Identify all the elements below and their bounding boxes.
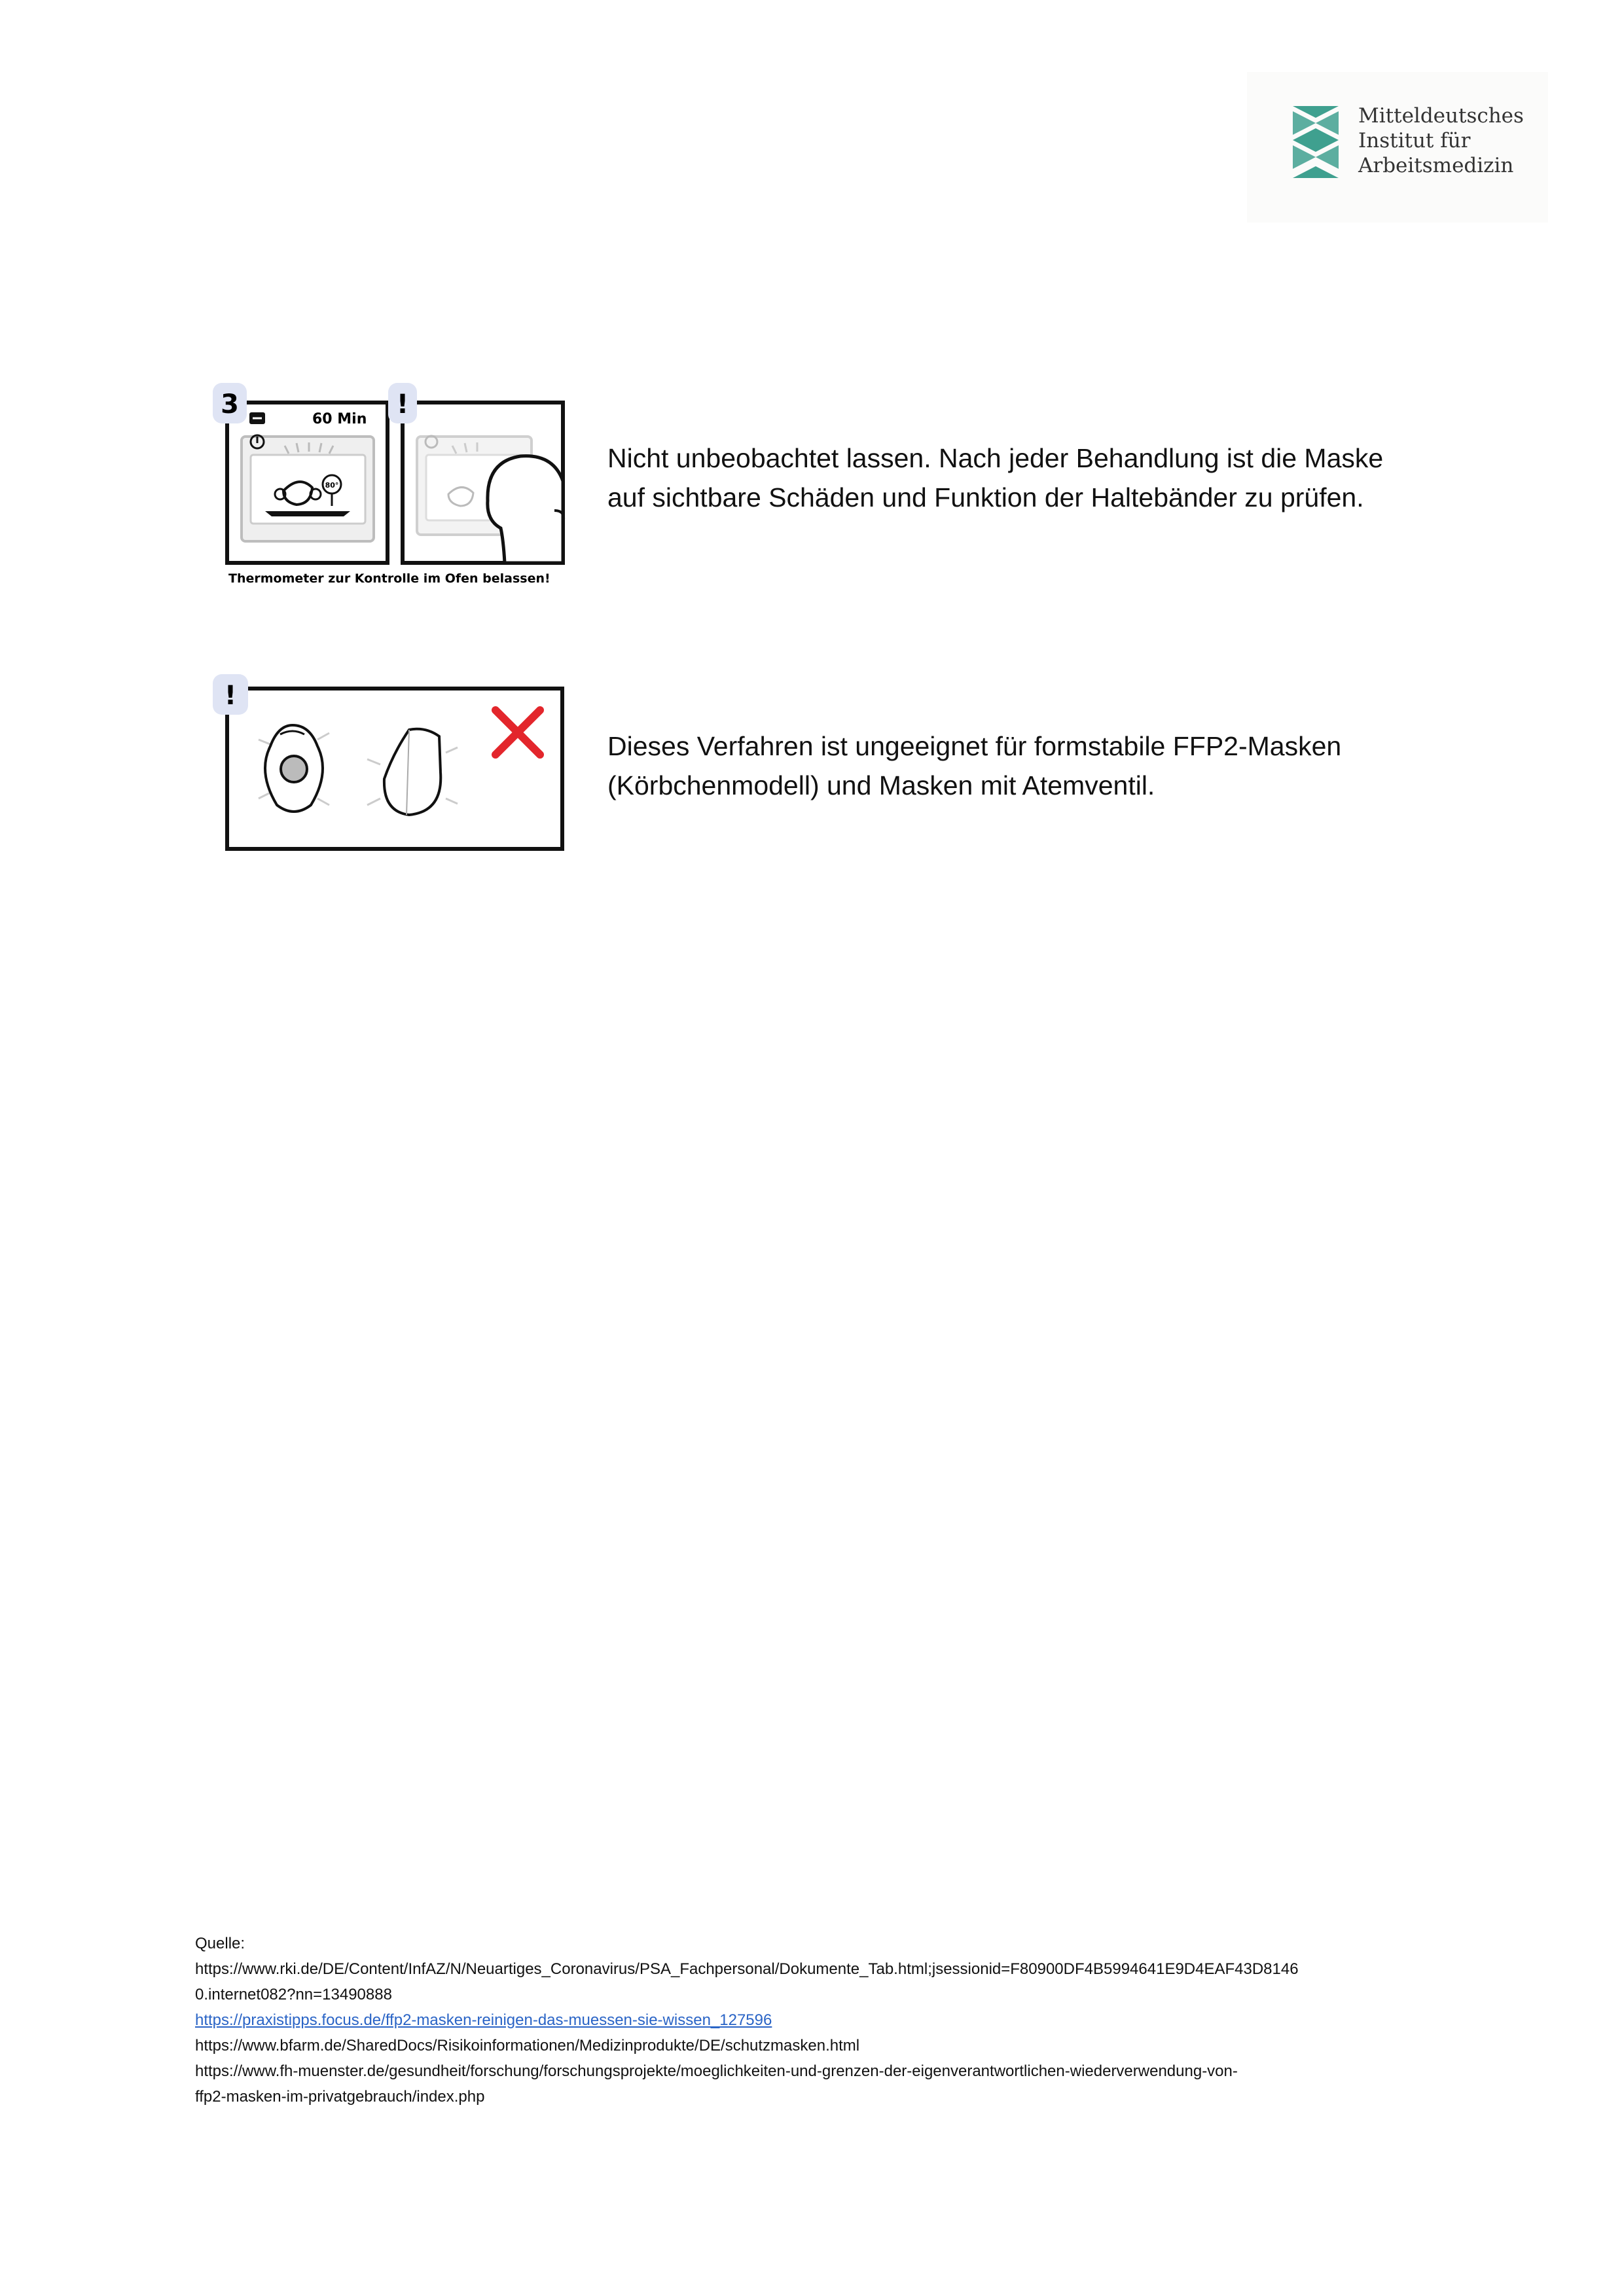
logo-line-1: Mitteldeutsches	[1358, 104, 1524, 128]
source-bfarm: https://www.bfarm.de/SharedDocs/Risikoinformationen/Medizinprodukte/DE/schutzmasken.html	[195, 2037, 860, 2054]
source-fh-muenster-line-1: https://www.fh-muenster.de/gesundheit/forschung/forschungsprojekte/moeglichkeiten-und-grenzen-der-eigenverantwortlichen-wiederverwendung-von-	[195, 2062, 1238, 2080]
source-rki-line-1: https://www.rki.de/DE/Content/InfAZ/N/Neuartiges_Coronavirus/PSA_Fachpersonal/Dokumente_Tab.html;jsessionid=F80900DF4B5994641E9D4EAF43D8146	[195, 1960, 1299, 1978]
step-3-text-line-1: Nicht unbeobachtet lassen. Nach jeder Behandlung ist die Maske	[607, 443, 1384, 473]
baking-tray	[265, 511, 350, 516]
warning-mark: !	[224, 681, 237, 711]
warning-text-line-2: (Körbchenmodell) und Masken mit Atemventil.	[607, 770, 1155, 800]
source-fh-muenster-line-2: ffp2-masken-im-privatgebrauch/index.php	[195, 2088, 485, 2106]
warning-instruction	[607, 726, 1458, 805]
timer-label: 60 Min	[312, 411, 367, 427]
warning-text-line-1: Dieses Verfahren ist ungeeignet für formstabile FFP2-Masken	[607, 731, 1342, 761]
sources-heading: Quelle:	[195, 1935, 245, 1952]
exhalation-valve-icon	[281, 756, 307, 782]
source-focus-link[interactable]: https://praxistipps.focus.de/ffp2-masken-reinigen-das-muessen-sie-wissen_127596	[195, 2011, 772, 2029]
institute-logo	[1247, 72, 1548, 223]
step-number: 3	[221, 389, 239, 420]
sources-section	[195, 1931, 1452, 2109]
warning-mark: !	[396, 389, 409, 420]
logo-wordmark	[1358, 103, 1524, 178]
step-3-text-line-2: auf sichtbare Schäden und Funktion der Haltebänder zu prüfen.	[607, 482, 1364, 512]
thermometer-label: 80°	[325, 481, 339, 490]
logo-line-2: Institut für	[1358, 129, 1471, 152]
logo-line-3: Arbeitsmedizin	[1358, 154, 1514, 177]
step-3-instruction	[607, 439, 1458, 517]
source-rki-line-2: 0.internet082?nn=13490888	[195, 1986, 392, 2003]
institute-logo-icon	[1293, 106, 1339, 178]
thermometer-caption: Thermometer zur Kontrolle im Ofen belassen!	[228, 571, 550, 586]
step-3-illustration	[213, 383, 579, 599]
warning-illustration	[213, 674, 579, 857]
